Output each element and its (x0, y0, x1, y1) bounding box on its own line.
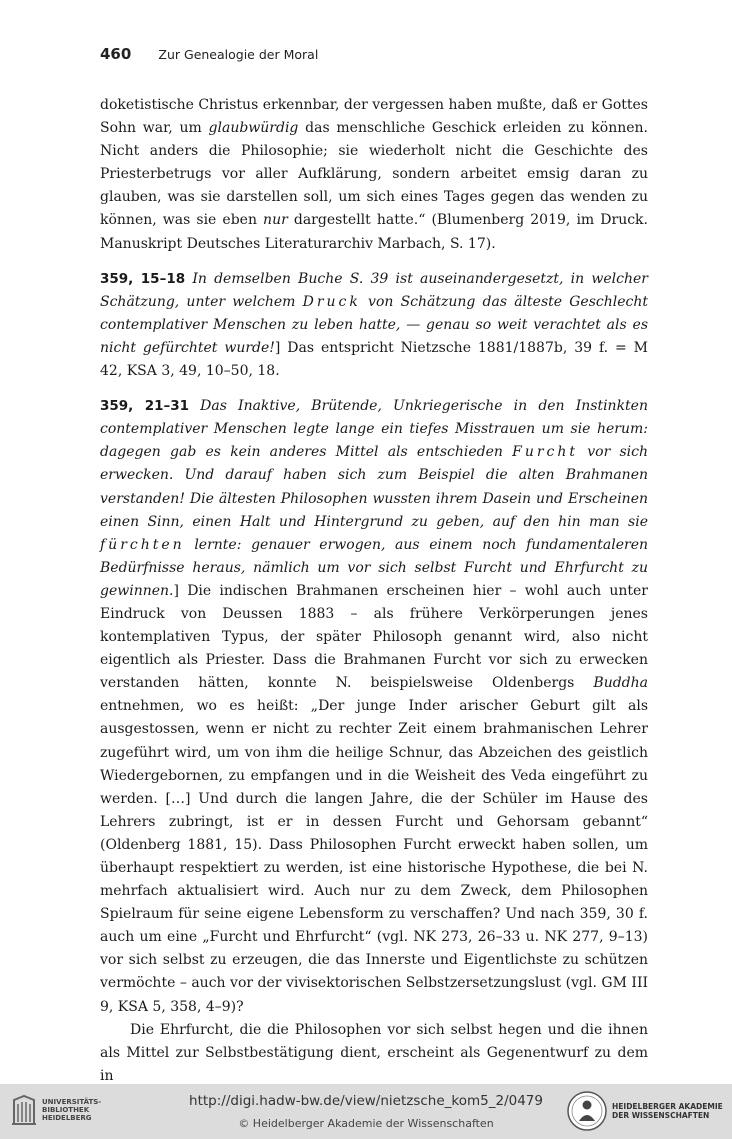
lemma-reference: 359, 15–18 (100, 270, 186, 287)
paragraph-2 (100, 268, 648, 383)
spaced-emphasis: Druck (302, 293, 361, 310)
lemma-quote: Das Inaktive, Brütende, Unkriegerische in den Instinkten contemplativer Menschen legte lange ein tiefes Misstrauen um sie herum: dagegen gab es kein anderes Mittel als entschieden (100, 398, 648, 461)
lemma-reference: 359, 21–31 (100, 398, 190, 415)
text-run: Die Ehrfurcht, die die Philosophen vor sich selbst hegen und die ihnen als Mittel zur Selbstbestätigung dient, erscheint als Gegenentwurf zu dem in (100, 1021, 648, 1084)
running-title: Zur Genealogie der Moral (158, 47, 319, 62)
commentary-body (100, 94, 648, 1088)
paragraph-1 (100, 94, 648, 256)
italic-run: glaubwürdig (208, 120, 299, 137)
spaced-emphasis: Furcht (512, 444, 579, 461)
lemma-quote: In demselben Buche S. 39 ist auseinandergesetzt, in welcher Schätzung, unter welchem (100, 270, 648, 310)
spaced-emphasis: fürchten (100, 536, 185, 553)
academy-seal-icon (566, 1089, 608, 1133)
lemma-quote: lernte: genauer erwogen, aus einem noch fundamentaleren Bedürfnisse heraus, nämlich um vor sich selbst Furcht und Ehrfurcht zu gewinnen. (100, 536, 648, 599)
university-library-label: UNIVERSITÄTS- BIBLIOTHEK HEIDELBERG (42, 1098, 102, 1122)
text-run: dargestellt hatte.“ (Blumenberg 2019, im Druck. Manuskript Deutsches Literaturarchiv Marbach, S. 17). (100, 212, 648, 252)
text-run: doketistische Christus erkennbar, der vergessen haben mußte, daß er Gottes Sohn war, um (100, 97, 648, 137)
paragraph-4 (100, 1019, 648, 1088)
academy-label: HEIDELBERGER AKADEMIE DER WISSENSCHAFTEN (612, 1102, 723, 1120)
text-run: ] Die indischen Brahmanen erscheinen hier – wohl auch unter Eindruck von Deussen 1883 – als frühere Verkörperungen jenes kontemplativen Typus, der später Philosoph genannt wird, also nicht eigentlich als Priester. Dass die Brahmanen Furcht vor sich zu erwecken verstanden hätten, konnte N. beispielsweise Oldenbergs (100, 582, 648, 692)
permalink-url[interactable]: http://digi.hadw-bw.de/view/nietzsche_kom5_2/0479 (189, 1093, 543, 1109)
copyright-notice: © Heidelberger Akademie der Wissenschaften (238, 1117, 494, 1130)
text-run: das menschliche Geschick erleiden zu können. Nicht anders die Philosophie; sie wiederholt nicht die Geschichte des Priesterbetrugs vor aller Aufklärung, sondern arbeitet emsig daran zu glauben, was sie darstellen soll, um sich eines Tages gegen das wenden zu können, was sie eben (100, 120, 648, 229)
text-run: entnehmen, wo es heißt: „Der junge Inder arischer Geburt gilt als ausgestossen, wenn er nicht zu rechter Zeit einem brahmanischen Lehrer zugeführt wird, um von ihm die heilige Schnur, das Abzeichen des geistlich Wiedergebornen, zu empfangen und in die Weisheit des Veda eingeführt zu werden. […] Und durch die langen Jahre, die der Schüler im Hause des Lehrers zubringt, ist er in dessen Furcht und Gehorsam gebannt“ (Oldenberg 1881, 15). Dass Philosophen Furcht erweckt haben sollen, um überhaupt respektiert zu werden, ist eine historische Hypothese, die bei N. mehrfach aktualisiert wird. Auch nur zu dem Zweck, dem Philosophen Spielraum für seine eigene Lebensform zu verschaffen? Und nach 359, 30 f. auch um eine „Furcht und Ehrfurcht“ (vgl. NK 273, 26–33 u. NK 277, 9–13) vor sich selbst zu erzeugen, die das Innerste und Eigentlichste zu schützen vermöchte – auch vor der vivisektorischen Selbstzersetzungslust (vgl. GM III 9, KSA 5, 358, 4–9)? (100, 698, 648, 1015)
page-number: 460 (100, 45, 132, 63)
italic-run: nur (263, 212, 288, 229)
running-head (100, 44, 318, 63)
academy-logo (566, 1089, 726, 1133)
text-run: ] Das entspricht Nietzsche 1881/1887b, 39 f. = M 42, KSA 3, 49, 10–50, 18. (100, 339, 648, 380)
footer-bar (0, 1084, 732, 1139)
lemma-quote: vor sich erwecken. Und darauf haben sich zum Beispiel die alten Brahmanen verstanden! Die ältesten Philosophen wussten ihrem Dasein und Erscheinen einen Sinn, einen Halt und Hintergrund zu geben, auf den hin man sie (100, 444, 649, 530)
paragraph-3 (100, 395, 648, 1019)
lemma-quote: von Schätzung das älteste Geschlecht contemplativer Menschen zu leben hatte, — genau so weit verachtet als es nicht gefürchtet wurde! (100, 293, 648, 356)
italic-run: Buddha (593, 675, 648, 692)
